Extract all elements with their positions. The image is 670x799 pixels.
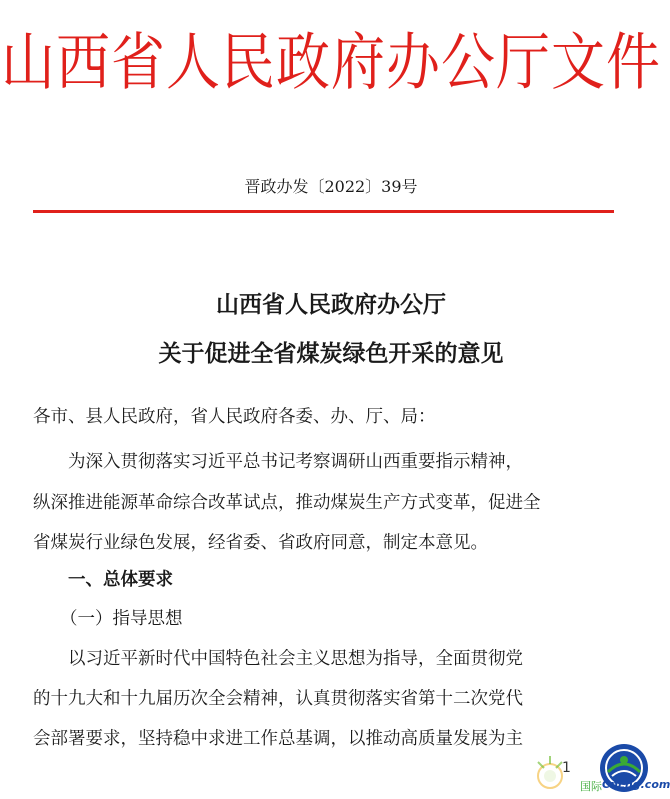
- section-heading: 一、总体要求: [68, 570, 173, 590]
- guiding-line: 的十九大和十九届历次全会精神，认真贯彻落实省第十二次党代: [33, 689, 523, 709]
- salutation: 各市、县人民政府，省人民政府各委、办、厅、局：: [33, 407, 436, 427]
- watermark-text: CnLng.com: [602, 778, 670, 791]
- intro-line: 为深入贯彻落实习近平总书记考察调研山西重要指示精神，: [68, 452, 523, 472]
- subsection-heading: （一）指导思想: [60, 609, 183, 629]
- intro-line: 省煤炭行业绿色发展，经省委、省政府同意，制定本意见。: [33, 533, 488, 553]
- watermark-cn-text: 国际: [580, 780, 602, 793]
- document-title-line-1: 山西省人民政府办公厅: [216, 291, 446, 318]
- document-number: 晋政办发〔2022〕39号: [244, 177, 418, 196]
- header-divider: [33, 210, 614, 213]
- page-number: 1: [562, 760, 571, 776]
- document-title-line-2: 关于促进全省煤炭绿色开采的意见: [158, 340, 504, 367]
- document-header-title: 山西省人民政府办公厅文件: [1, 26, 661, 99]
- intro-line: 纵深推进能源革命综合改革试点，推动煤炭生产方式变革，促进全: [33, 493, 541, 513]
- guiding-line: 会部署要求，坚持稳中求进工作总基调，以推动高质量发展为主: [33, 729, 523, 749]
- guiding-line: 以习近平新时代中国特色社会主义思想为指导，全面贯彻党: [68, 649, 523, 669]
- watermark-logo: [528, 742, 670, 798]
